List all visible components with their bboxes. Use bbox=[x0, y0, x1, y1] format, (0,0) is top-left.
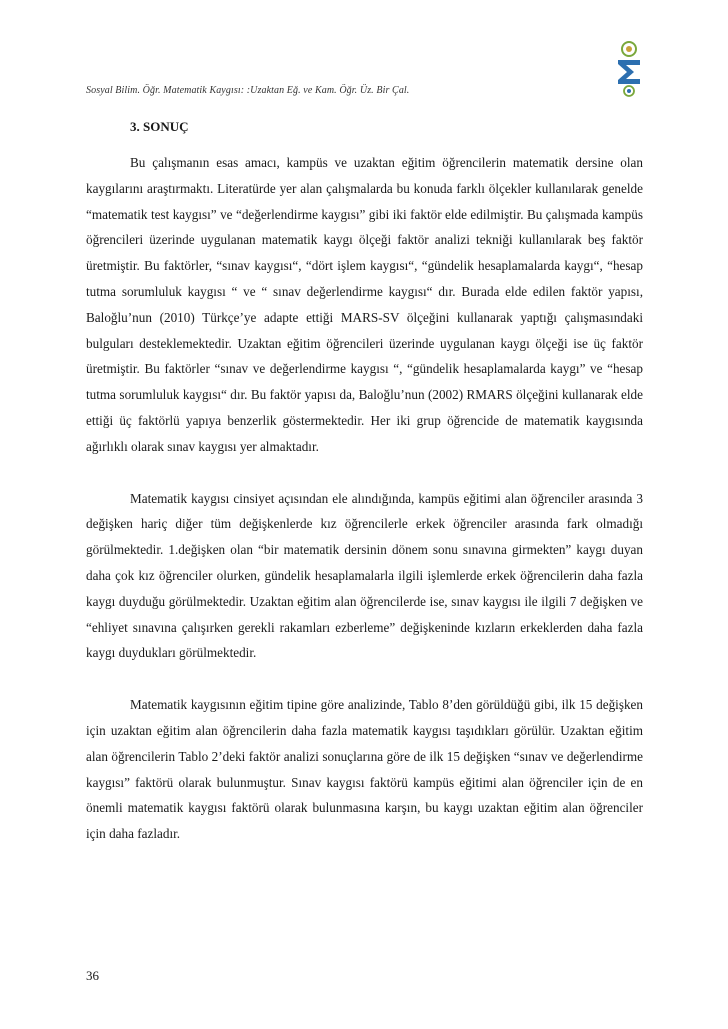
paragraph-2: Matematik kaygısı cinsiyet açısından ele alındığında, kampüs eğitimi alan öğrenciler arasında 3 değişken hariç diğer tüm değişkenlerde kız öğrencilerle erkek öğrenciler arasında fark olmadığı görülmektedir. 1.değişken olan “bir matematik dersinin dönem sonu sınavına girmekten” kaygı duyan daha çok kız öğrenciler olurken, gündelik hesaplamalarla ilgili işlemlerde erkek öğrencilerin daha fazla kaygı duyduğu görülmektedir. Uzaktan eğitim alan öğrencilerde ise, sınav kaygısı ile ilgili 7 değişken ve “ehliyet sınavına çalışırken gerekli rakamları ezberleme” değişkeninde kızların erkeklerden daha fazla kaygı duydukları görülmektedir. bbox=[86, 490, 643, 661]
section-heading: 3. SONUÇ bbox=[130, 119, 189, 134]
page-number: 36 bbox=[86, 968, 99, 983]
sigma-logo-icon bbox=[612, 40, 646, 98]
body-text bbox=[86, 150, 643, 847]
running-header: Sosyal Bilim. Öğr. Matematik Kaygısı: :Uzaktan Eğ. ve Kam. Öğr. Üz. Bir Çal. bbox=[86, 85, 410, 96]
paragraph-3: Matematik kaygısının eğitim tipine göre analizinde, Tablo 8’den görüldüğü gibi, ilk 15 değişken için uzaktan eğitim alan öğrencilerin daha fazla matematik kaygısı taşıdıkları görülür. Uzaktan eğitim alan öğrencilerin Tablo 2’deki faktör analizi sonuçlarına göre de ilk 15 değişken “sınav ve değerlendirme kaygısı” faktörü olarak bulunmuştur. Sınav kaygısı faktörü kampüs eğitimi alan öğrenciler için de en önemli matematik kaygısı faktörü olarak bulunmasına karşın, bu kaygı uzaktan eğitim alan öğrenciler için daha fazladır. bbox=[86, 697, 643, 842]
paragraph-1: Bu çalışmanın esas amacı, kampüs ve uzaktan eğitim öğrencilerin matematik dersine olan kaygılarını araştırmaktı. Literatürde yer alan çalışmalarda bu konuda farklı ölçekler kullanılarak genelde “matematik test kaygısı” ve “değerlendirme kaygısı” gibi iki faktör elde edilmiştir. Bu çalışmada kampüs öğrencileri üzerinde uygulanan matematik kaygı ölçeği faktör analizi tekniği kullanılarak beş faktör üretmiştir. Bu faktörler, “sınav kaygısı“, “dört işlem kaygısı“, “gündelik hesaplamalarda kaygı“, “hesap tutma sorumluluk kaygısı “ ve “ sınav değerlendirme kaygısı“ dır. Burada elde edilen faktör yapısı, Baloğlu’nun (2010) Türkçe’ye adapte ettiği MARS-SV ölçeğini kullanarak yaptığı çalışmasındaki bulguları desteklemektedir. Uzaktan eğitim öğrencileri üzerinde uygulanan kaygı ölçeği ise üç faktör üretmiştir. Bu faktörler “sınav ve değerlendirme kaygısı “, “gündelik hesaplamalarda kaygı” ve “hesap tutma sorumluluk kaygısı“ dır. Bu faktör yapısı da, Baloğlu’nun (2002) RMARS ölçeğini kullanarak elde ettiği üç faktörlü yapıya benzerlik göstermektedir. Her iki grup öğrencide de matematik kaygısında ağırlıklı olarak sınav kaygısı yer almaktadır. bbox=[86, 155, 643, 454]
